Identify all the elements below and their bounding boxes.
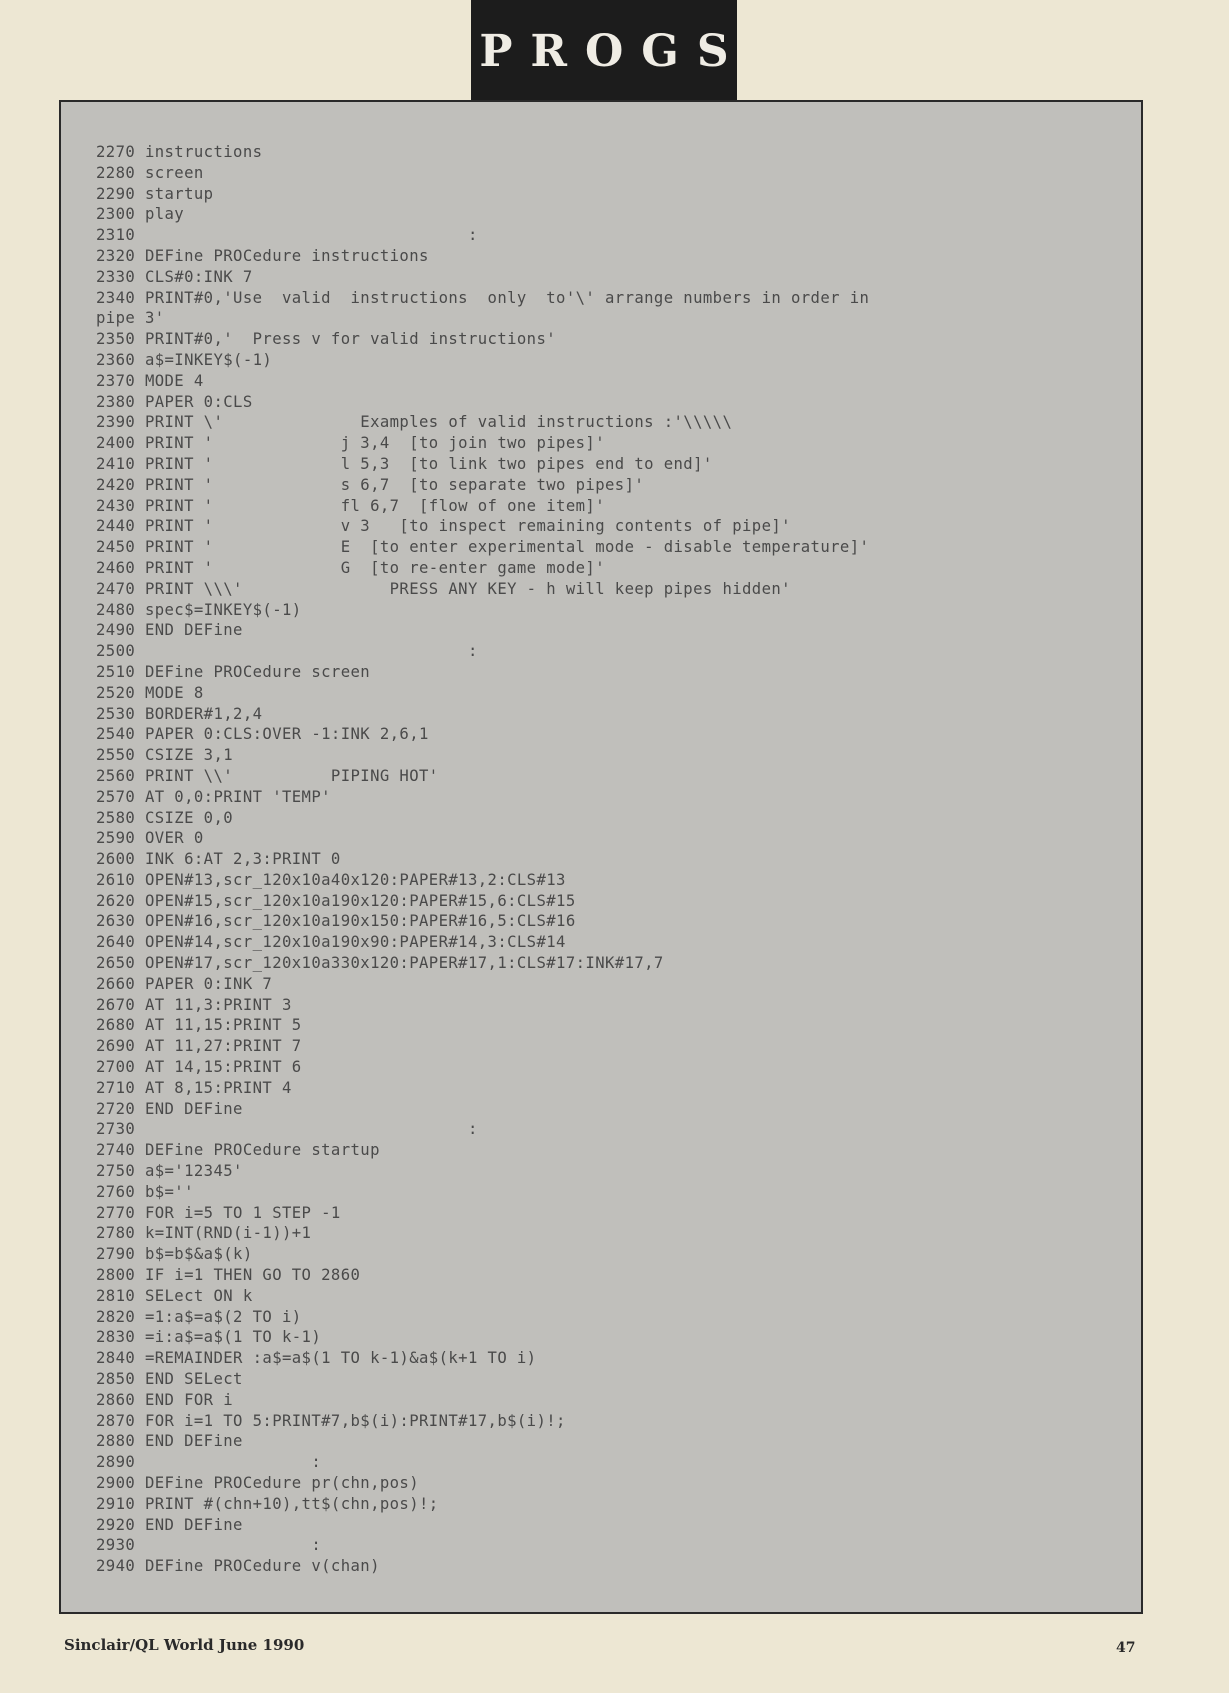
code-line: 2830 =i:a$=a$(1 TO k-1) <box>96 1328 322 1347</box>
section-header <box>471 0 747 103</box>
code-line: pipe 3' <box>96 309 165 328</box>
section-title: PROGS <box>479 26 747 77</box>
code-listing <box>96 142 1126 1577</box>
code-line: 2860 END FOR i <box>96 1390 234 1409</box>
code-line: 2470 PRINT \\\' PRESS ANY KEY - h will keep pipes hidden' <box>96 579 791 598</box>
code-line: 2740 DEFine PROCedure startup <box>96 1141 380 1160</box>
code-line: 2420 PRINT ' s 6,7 [to separate two pipes]' <box>96 475 645 494</box>
code-line: 2320 DEFine PROCedure instructions <box>96 246 429 265</box>
code-line: 2820 =1:a$=a$(2 TO i) <box>96 1307 302 1326</box>
code-line: 2800 IF i=1 THEN GO TO 2860 <box>96 1266 361 1285</box>
code-line: 2730 : <box>96 1120 478 1139</box>
code-line: 2270 instructions <box>96 143 263 161</box>
code-line: 2580 CSIZE 0,0 <box>96 808 234 827</box>
code-line: 2280 screen <box>96 163 204 182</box>
code-line: 2340 PRINT#0,'Use valid instructions only to'\' arrange numbers in order in <box>96 288 870 307</box>
code-line: 2390 PRINT \' Examples of valid instructions :'\\\\\ <box>96 413 733 432</box>
code-line: 2300 play <box>96 205 185 224</box>
code-line: 2930 : <box>96 1536 322 1555</box>
code-line: 2450 PRINT ' E [to enter experimental mode - disable temperature]' <box>96 538 870 557</box>
code-line: 2640 OPEN#14,scr_120x10a190x90:PAPER#14,3:CLS#14 <box>96 933 566 952</box>
code-line: 2780 k=INT(RND(i-1))+1 <box>96 1224 312 1243</box>
code-line: 2440 PRINT ' v 3 [to inspect remaining contents of pipe]' <box>96 517 791 536</box>
code-line: 2490 END DEFine <box>96 621 243 640</box>
code-line: 2560 PRINT \\' PIPING HOT' <box>96 766 439 785</box>
code-line: 2550 CSIZE 3,1 <box>96 746 234 765</box>
code-line: 2870 FOR i=1 TO 5:PRINT#7,b$(i):PRINT#17,b$(i)!; <box>96 1411 566 1430</box>
code-line: 2670 AT 11,3:PRINT 3 <box>96 995 292 1014</box>
code-line: 2920 END DEFine <box>96 1515 243 1534</box>
code-line: 2700 AT 14,15:PRINT 6 <box>96 1058 302 1077</box>
code-line: 2810 SELect ON k <box>96 1286 253 1305</box>
code-line: 2360 a$=INKEY$(-1) <box>96 350 273 369</box>
code-line: 2570 AT 0,0:PRINT 'TEMP' <box>96 787 331 806</box>
code-line: 2750 a$='12345' <box>96 1162 243 1181</box>
magazine-footer: Sinclair/QL World June 1990 <box>64 1636 305 1654</box>
code-line: 2890 : <box>96 1453 322 1472</box>
code-line: 2620 OPEN#15,scr_120x10a190x120:PAPER#15,6:CLS#15 <box>96 891 576 910</box>
code-line: 2590 OVER 0 <box>96 829 204 848</box>
code-line: 2660 PAPER 0:INK 7 <box>96 974 273 993</box>
code-line: 2530 BORDER#1,2,4 <box>96 704 263 723</box>
code-line: 2380 PAPER 0:CLS <box>96 392 253 411</box>
code-line: 2690 AT 11,27:PRINT 7 <box>96 1037 302 1056</box>
code-line: 2350 PRINT#0,' Press v for valid instructions' <box>96 330 557 349</box>
code-line: 2510 DEFine PROCedure screen <box>96 662 371 681</box>
code-line: 2910 PRINT #(chn+10),tt$(chn,pos)!; <box>96 1494 439 1513</box>
code-line: 2770 FOR i=5 TO 1 STEP -1 <box>96 1203 341 1222</box>
code-line: 2720 END DEFine <box>96 1099 243 1118</box>
code-line: 2310 : <box>96 226 478 245</box>
code-line: 2840 =REMAINDER :a$=a$(1 TO k-1)&a$(k+1 TO i) <box>96 1349 537 1368</box>
code-line: 2790 b$=b$&a$(k) <box>96 1245 253 1264</box>
code-line: 2410 PRINT ' l 5,3 [to link two pipes end to end]' <box>96 454 713 473</box>
code-line: 2630 OPEN#16,scr_120x10a190x150:PAPER#16,5:CLS#16 <box>96 912 576 931</box>
code-line: 2460 PRINT ' G [to re-enter game mode]' <box>96 558 605 577</box>
code-line: 2900 DEFine PROCedure pr(chn,pos) <box>96 1474 420 1492</box>
code-line: 2880 END DEFine <box>96 1432 243 1451</box>
code-line: 2760 b$='' <box>96 1182 194 1201</box>
code-line: 2400 PRINT ' j 3,4 [to join two pipes]' <box>96 434 605 453</box>
code-line: 2680 AT 11,15:PRINT 5 <box>96 1016 302 1035</box>
code-line: 2940 DEFine PROCedure v(chan) <box>96 1557 380 1576</box>
code-line: 2370 MODE 4 <box>96 371 204 390</box>
page-number: 47 <box>1116 1640 1136 1656</box>
code-line: 2850 END SELect <box>96 1370 243 1389</box>
code-line: 2610 OPEN#13,scr_120x10a40x120:PAPER#13,2:CLS#13 <box>96 870 566 889</box>
code-line: 2480 spec$=INKEY$(-1) <box>96 600 302 619</box>
code-line: 2520 MODE 8 <box>96 683 204 702</box>
code-listing-panel <box>59 100 1143 1614</box>
code-line: 2540 PAPER 0:CLS:OVER -1:INK 2,6,1 <box>96 725 429 744</box>
code-line: 2500 : <box>96 642 478 661</box>
code-line: 2710 AT 8,15:PRINT 4 <box>96 1078 292 1097</box>
code-line: 2650 OPEN#17,scr_120x10a330x120:PAPER#17,1:CLS#17:INK#17,7 <box>96 954 664 973</box>
code-line: 2330 CLS#0:INK 7 <box>96 267 253 286</box>
code-line: 2430 PRINT ' fl 6,7 [flow of one item]' <box>96 496 605 515</box>
code-line: 2290 startup <box>96 184 214 203</box>
code-line: 2600 INK 6:AT 2,3:PRINT 0 <box>96 850 341 869</box>
